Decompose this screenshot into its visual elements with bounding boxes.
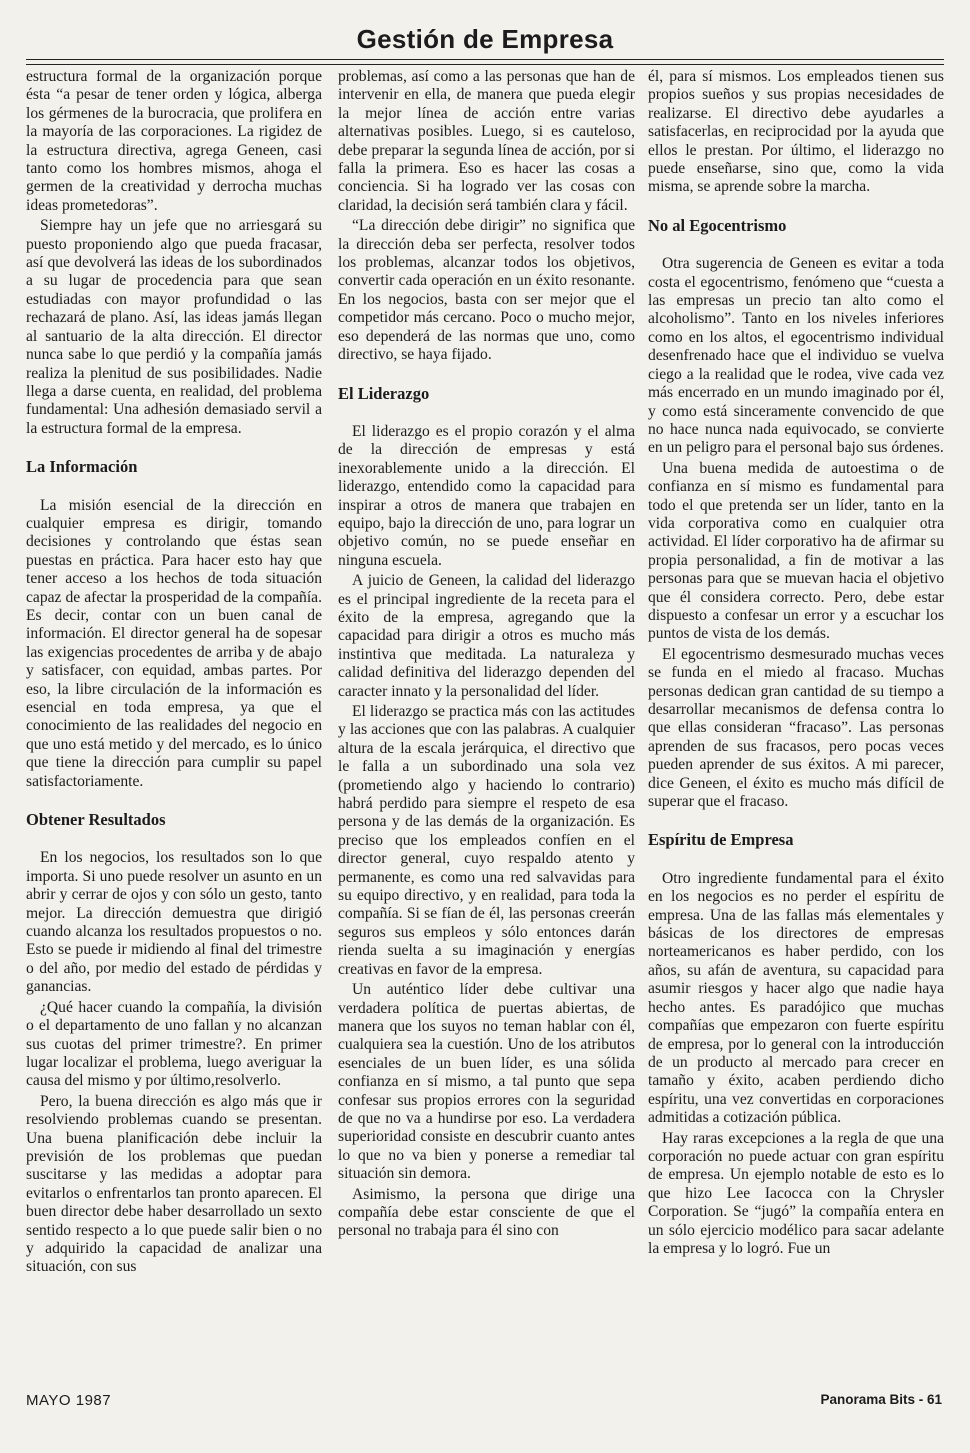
header-rule-bottom	[26, 64, 944, 65]
paragraph: En los negocios, los resultados son lo que importa. Si uno puede resolver un asunto en un abrir y cerrar de ojos y con sólo un gesto, tanto mejor. La dirección demuestra que dirigió cuando alcanza los resultados propuestos o no. Esto se puede ir midiendo al final del trimestre o del año, por medio del estado de pérdidas y ganancias.	[26, 849, 322, 996]
paragraph: Hay raras excepciones a la regla de que una corporación no puede actuar con gran espíritu de empresa. Un ejemplo notable de esto es lo que hizo Lee Iacocca con la Chrysler Corporation. Se “jugó” la compañía entera en un sólo ejercicio modélico para sacar adelante la empresa y lo logró. Fue un	[648, 1129, 944, 1257]
section-heading: No al Egocentrismo	[648, 215, 787, 235]
paragraph: él, para sí mismos. Los empleados tienen sus propios sueños y sus propias necesidades de realizarse. El directivo debe ayudarles a satisfacerlas, en reciprocidad por la ayuda que ellos le prestan. Por último, el liderazgo no puede enseñarse, sino que, como la vida misma, se aprende sobre la marcha.	[648, 68, 944, 196]
section-heading: La Información	[26, 457, 138, 477]
paragraph: A juicio de Geneen, la calidad del liderazgo es el principal ingrediente de la receta para el éxito de la empresa, agregando que la capacidad para dirigir a otros es mucho más instintiva que meditada. La naturaleza y calidad definitiva del liderazgo dependen del caracter innato y la personalidad del líder.	[338, 572, 635, 700]
paragraph: “La dirección debe dirigir” no significa que la dirección deba ser perfecta, resolver todos los problemas, alcanzar todos los objetivos, convertir cada operación en un éxito resonante. En los negocios, basta con ser mejor que el competidor más cercano. Poco o mucho mejor, eso dependerá de las normas que uno, como directivo, se haya fijado.	[338, 217, 635, 364]
paragraph: El egocentrismo desmesurado muchas veces se funda en el miedo al fracaso. Muchas personas dedican gran cantidad de su tiempo a desarrollar mecanismos de defensa contra lo que ellas consideran “fracaso”. Las personas aprenden de sus fracasos, pero pocas veces pueden aprender de sus éxitos. A mi parecer, dice Geneen, el éxito es mucho más difícil de superar que el fracaso.	[648, 645, 944, 811]
issue-date: MAYO 1987	[26, 1392, 112, 1409]
paragraph: El liderazgo se practica más con las actitudes y las acciones que con las palabras. A cualquier altura de la escala jerárquica, el directivo que le falla a un subordinado una sola vez (prometiendo algo y haciendo lo contrario) habrá perdido para siempre el respeto de esa persona y de las demás de la organización. Es preciso que los empleados confíen en el director general, cuyo respaldo atento y permanente, es como una red salvavidas para su equipo directivo, y en realidad, para toda la compañía. Si se fían de él, las personas creerán seguros sus empleos y sólo entonces darán rienda suelta a su imaginación y energías creativas en favor de la empresa.	[338, 703, 635, 978]
paragraph: ¿Qué hacer cuando la compañía, la división o el departamento de uno fallan y no alcanzan sus cuotas del primer trimestre?. En primer lugar localizar el problema, luego averiguar la causa del mismo y por último,resolverlo.	[26, 998, 322, 1090]
text-column-2	[338, 68, 635, 1378]
page-title: Gestión de Empresa	[356, 24, 614, 54]
section-heading: Obtener Resultados	[26, 810, 166, 830]
paragraph: La misión esencial de la dirección en cualquier empresa es dirigir, tomando decisiones y controlando que éstas sean puestas en práctica. Para hacer esto hay que tener acceso a los hechos de toda situación capaz de afectar la prosperidad de la compañía. Es decir, contar con un buen canal de información. El director general ha de sopesar las exigencias procedentes de arriba y de abajo y satisfacer, con equidad, ambas partes. Por eso, la libre circulación de la información es esencial en toda empresa, ya que el conocimiento de las realidades del negocio en que uno está metido y del mercado, es lo único que tiene la dirección para cumplir su papel satisfactoriamente.	[26, 496, 322, 790]
paragraph: Una buena medida de autoestima o de confianza en sí mismo es fundamental para todo el que pretenda ser un líder, tanto en la vida corporativa como en cualquier otra actividad. El líder corporativo ha de afirmar su propia personalidad, a fin de motivar a las personas para que se muevan hacia el objetivo que él considera correcto. Pero, debe estar dispuesto a confesar un error y a escuchar los puntos de vista de los demás.	[648, 459, 944, 643]
paragraph: Un auténtico líder debe cultivar una verdadera política de puertas abiertas, de manera que los suyos no teman hablar con él, cualquiera sea la cuestión. Uno de los atributos esenciales de un buen líder, es una sólida confianza en sí mismo, a tal punto que sepa confesar sus propios errores con la seguridad de que no va a hundirse por eso. La verdadera superioridad consiste en descubrir cuanto antes lo que no va bien y ponerse a remediar tal situación sin demora.	[338, 981, 635, 1183]
section-heading: Espíritu de Empresa	[648, 830, 794, 850]
paragraph: Pero, la buena dirección es algo más que ir resolviendo problemas cuando se presentan. Una buena planificación debe incluir la previsión de los problemas que puedan suscitarse y las medidas a adoptar para evitarlos o enfrentarlos tan pronto aparecen. El buen director debe haber desarrollado un sexto sentido respecto a lo que puede salir bien o no y adquirido la capacidad de analizar una situación, con sus	[26, 1092, 322, 1276]
paragraph: Asimismo, la persona que dirige una compañía debe estar consciente de que el personal no trabaja para él sino con	[338, 1185, 635, 1240]
paragraph: Siempre hay un jefe que no arriesgará su puesto proponiendo algo que pueda fracasar, así que devolverá las ideas de los subordinados a su lugar de procedencia para que sean estudiadas con mayor profundidad o las rechazará de plano. Así, las ideas jamás llegan al santuario de la alta dirección. El director nunca sabe lo que perdió y la compañía jamás realiza la plenitud de sus posibilidades. Nadie llega a darse cuenta, en realidad, del problema fundamental: Una adhesión demasiado servil a la estructura formal de la empresa.	[26, 217, 322, 437]
page-number: Panorama Bits - 61	[820, 1392, 942, 1407]
paragraph: Otra sugerencia de Geneen es evitar a toda costa el egocentrismo, fenómeno que “cuesta a las empresas un precio tan alto como el alcoholismo”. Tanto en los niveles inferiores como en los altos, el egocentrismo individual desenfrenado hace que el individuo se vuelva ciego a la realidad que le rodea, vive cada vez más encerrado en un mundo imaginado por él, y como está sinceramente convencido de que no hace nunca nada equivocado, se convierte en un peligro para el personal bajo sus órdenes.	[648, 255, 944, 457]
paragraph: Otro ingrediente fundamental para el éxito en los negocios es no perder el espíritu de empresa. Una de las fallas más elementales y básicas de los directores de empresas norteamericanos es haber perdido, con los años, su afán de aventura, su capacidad para asumir riesgos y hacer algo que nadie haya hecho antes. Es paradójico que muchas compañías que empezaron con fuerte espíritu de empresa, por lo general con la introducción de un producto al mercado para crecer en tamaño y éxito, acaben perdiendo dicho espíritu, una vez convertidas en corporaciones admitidas a cotización pública.	[648, 869, 944, 1127]
paragraph: problemas, así como a las personas que han de intervenir en ella, de manera que pueda elegir la mejor línea de acción entre varias alternativas posibles. Luego, si es cauteloso, debe preparar la segunda línea de acción, por si falla la primera. Eso es hacer las cosas a conciencia. Si ha logrado ver las cosas con claridad, la decisión será también clara y fácil.	[338, 68, 635, 214]
text-column-3	[648, 68, 944, 1378]
paragraph: estructura formal de la organización porque ésta “a pesar de tener orden y lógica, alberga los gérmenes de la burocracia, que prolifera en la mayoría de las corporaciones. La rigidez de la estructura directiva, agrega Geneen, casi tanto como los hombres mismos, ahoga el germen de la creatividad y derrocha muchas ideas prometedoras”.	[26, 68, 322, 214]
header-rule-top	[26, 59, 944, 60]
section-heading: El Liderazgo	[338, 383, 430, 403]
paragraph: El liderazgo es el propio corazón y el alma de la dirección de empresas y está inexorablemente unido a la dirección. El liderazgo, entendido como la capacidad para inspirar a otros de manera que trabajen en equipo, bajo la dirección de uno, para lograr un objetivo común, no se puede enseñar en ninguna escuela.	[338, 422, 635, 569]
text-column-1	[26, 68, 322, 1378]
